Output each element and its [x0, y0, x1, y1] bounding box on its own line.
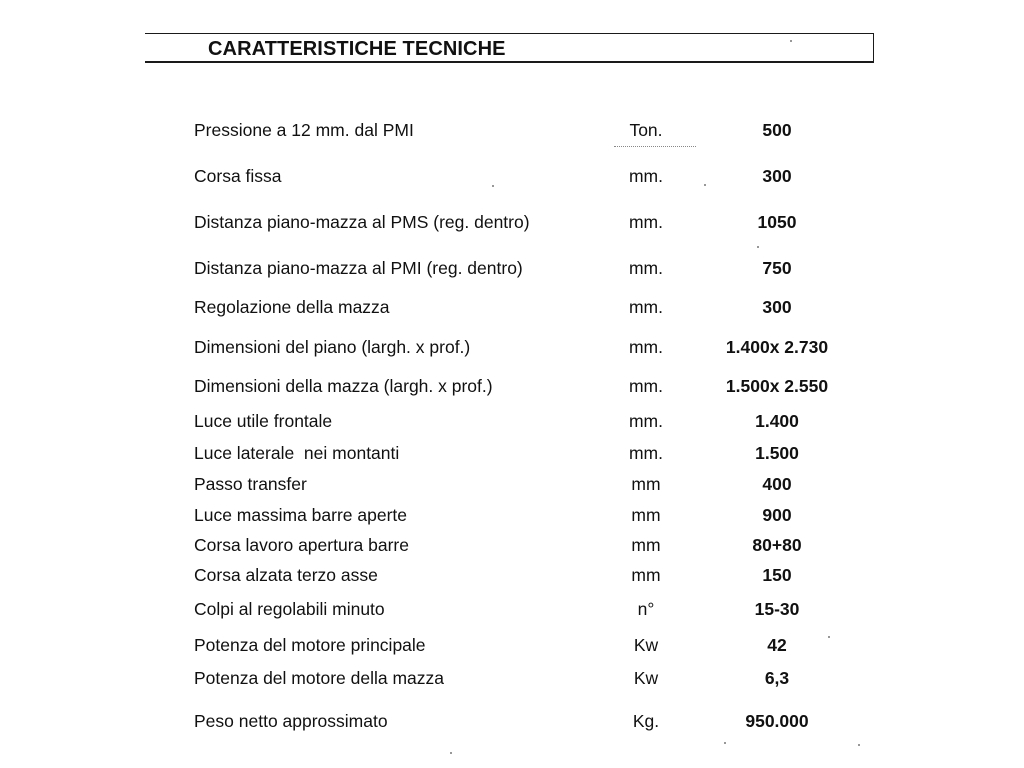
spec-value: 42 [767, 635, 787, 655]
spec-label: Colpi al regolabili minuto [194, 599, 385, 619]
spec-row [0, 708, 1024, 734]
spec-value: 6,3 [764, 668, 790, 688]
spec-value: 15-30 [754, 599, 800, 619]
spec-row [0, 373, 1024, 399]
spec-label: Luce massima barre aperte [194, 505, 408, 525]
spec-label: Potenza del motore principale [194, 635, 426, 655]
spec-value: 1.400x 2.730 [725, 337, 829, 357]
spec-unit: mm. [628, 443, 664, 463]
scan-speck [858, 744, 860, 746]
spec-row [0, 596, 1024, 622]
spec-value: 80+80 [752, 535, 802, 555]
spec-unit: mm. [628, 166, 664, 186]
spec-unit: mm. [628, 212, 664, 232]
spec-unit: Kw [633, 668, 659, 688]
spec-value: 300 [762, 166, 792, 186]
spec-value: 750 [762, 258, 792, 278]
spec-unit: mm. [628, 258, 664, 278]
spec-label: Distanza piano-mazza al PMS (reg. dentro) [194, 212, 530, 232]
spec-row [0, 209, 1024, 235]
spec-row [0, 294, 1024, 320]
scan-speck [757, 246, 759, 248]
scan-speck [828, 636, 830, 638]
spec-unit: mm [631, 505, 661, 525]
spec-label: Peso netto approssimato [194, 711, 388, 731]
spec-value: 950.000 [745, 711, 809, 731]
spec-unit: mm [631, 474, 661, 494]
scan-speck [492, 185, 494, 187]
spec-value: 150 [762, 565, 792, 585]
scan-speck [450, 752, 452, 754]
title-box [145, 33, 874, 63]
spec-row [0, 632, 1024, 658]
spec-unit: mm [631, 565, 661, 585]
spec-value: 500 [762, 120, 792, 140]
spec-label: Luce utile frontale [194, 411, 333, 431]
scan-speck [704, 184, 706, 186]
spec-row [0, 665, 1024, 691]
spec-unit: mm. [628, 337, 664, 357]
spec-value: 300 [762, 297, 792, 317]
spec-row [0, 163, 1024, 189]
spec-row [0, 532, 1024, 558]
spec-label: Passo transfer [194, 474, 307, 494]
spec-row [0, 502, 1024, 528]
spec-value: 1.400 [755, 411, 799, 431]
spec-unit: Ton. [629, 120, 663, 140]
spec-row [0, 255, 1024, 281]
spec-unit: mm. [628, 411, 664, 431]
spec-label: Luce laterale nei montanti [194, 443, 400, 463]
dotted-underline [614, 146, 696, 147]
spec-label: Corsa alzata terzo asse [194, 565, 378, 585]
spec-row [0, 440, 1024, 466]
spec-label: Corsa lavoro apertura barre [194, 535, 409, 555]
spec-unit: mm. [628, 376, 664, 396]
spec-label: Corsa fissa [194, 166, 282, 186]
spec-value: 1050 [757, 212, 797, 232]
spec-value: 900 [762, 505, 792, 525]
spec-label: Distanza piano-mazza al PMI (reg. dentro) [194, 258, 523, 278]
spec-row [0, 471, 1024, 497]
spec-row [0, 334, 1024, 360]
spec-value: 1.500 [755, 443, 799, 463]
scan-speck [724, 742, 726, 744]
spec-row [0, 117, 1024, 143]
spec-row [0, 408, 1024, 434]
scan-speck [790, 40, 792, 42]
spec-label: Dimensioni della mazza (largh. x prof.) [194, 376, 493, 396]
spec-unit: n° [637, 599, 655, 619]
spec-unit: Kw [633, 635, 659, 655]
spec-value: 400 [762, 474, 792, 494]
spec-unit: mm. [628, 297, 664, 317]
spec-unit: Kg. [632, 711, 660, 731]
spec-label: Potenza del motore della mazza [194, 668, 444, 688]
spec-label: Dimensioni del piano (largh. x prof.) [194, 337, 471, 357]
page-title: CARATTERISTICHE TECNICHE [208, 38, 506, 60]
spec-label: Regolazione della mazza [194, 297, 390, 317]
spec-row [0, 562, 1024, 588]
spec-label: Pressione a 12 mm. dal PMI [194, 120, 414, 140]
spec-unit: mm [631, 535, 661, 555]
spec-value: 1.500x 2.550 [725, 376, 829, 396]
